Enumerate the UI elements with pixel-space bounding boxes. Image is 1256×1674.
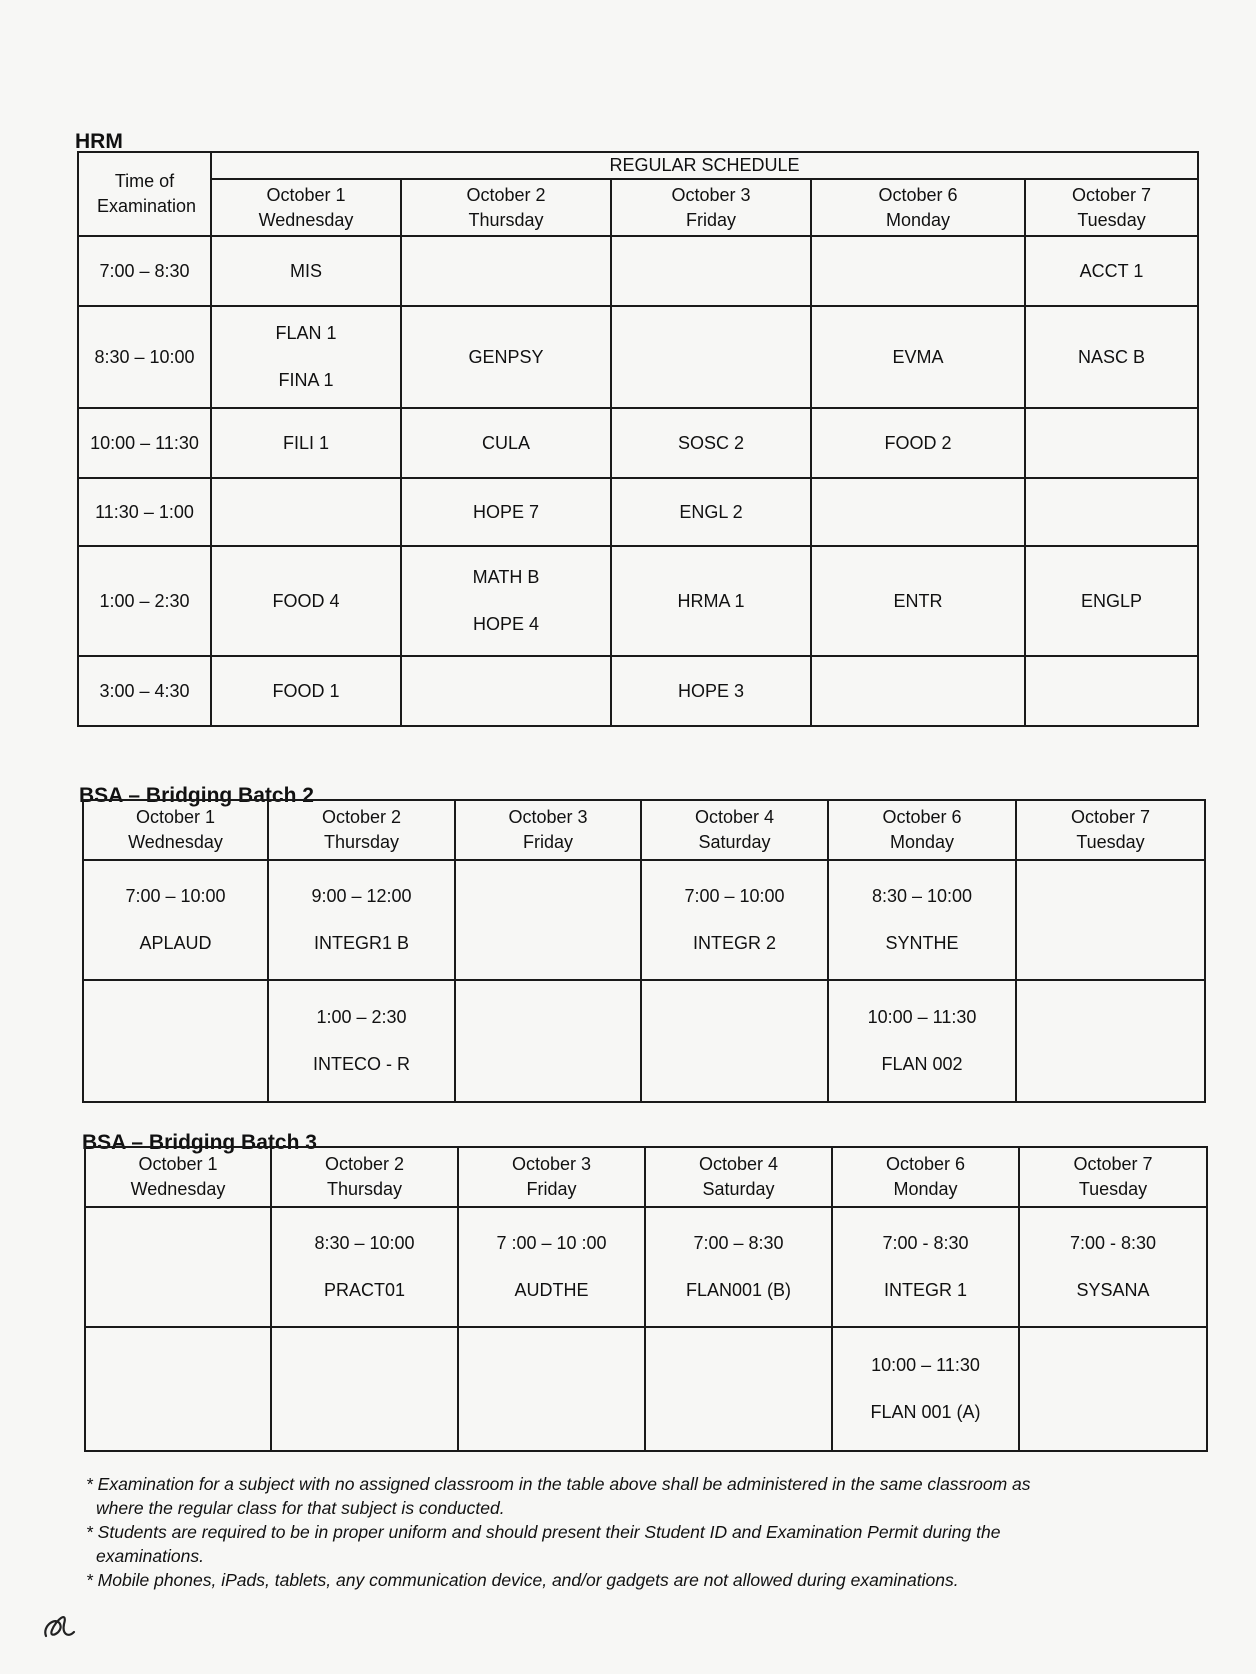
table-row	[78, 478, 1198, 546]
day-name: Friday	[526, 1179, 577, 1199]
table-row	[83, 860, 1205, 980]
table-row	[78, 408, 1198, 478]
cell-text: ACCT 1	[1079, 260, 1144, 281]
day-name: Saturday	[698, 832, 771, 852]
day-header	[211, 179, 401, 236]
schedule-cell	[211, 546, 401, 656]
exam-time-cell: 7:00 – 8:30	[78, 236, 211, 306]
table-row	[78, 546, 1198, 656]
schedule-cell	[811, 306, 1025, 408]
schedule-cell	[811, 408, 1025, 478]
schedule-cell	[458, 1207, 645, 1327]
day-header	[83, 800, 268, 860]
cell-text: ENTR	[893, 590, 943, 611]
cell-text: INTEGR 2	[692, 933, 776, 953]
schedule-cell	[811, 656, 1025, 726]
day-name: Tuesday	[1076, 832, 1145, 852]
schedule-cell	[811, 236, 1025, 306]
day-name: Thursday	[468, 209, 544, 230]
day-header	[641, 800, 828, 860]
exam-time-cell: 8:30 – 10:00	[78, 306, 211, 408]
day-date: October 7	[1073, 1154, 1153, 1174]
cell-text: FLAN 002	[881, 1054, 963, 1074]
schedule-cell	[611, 478, 811, 546]
day-header	[271, 1147, 458, 1207]
table-row	[78, 306, 1198, 408]
cell-text: HOPE 4	[472, 614, 540, 634]
day-name: Wednesday	[128, 832, 223, 852]
day-date: October 4	[698, 1154, 779, 1174]
schedule-cell	[811, 546, 1025, 656]
day-date: October 6	[878, 184, 958, 205]
day-header	[1019, 1147, 1207, 1207]
day-header	[1016, 800, 1205, 860]
cell-text: MIS	[289, 260, 322, 281]
schedule-cell	[1019, 1207, 1207, 1327]
regular-schedule-header: REGULAR SCHEDULE	[211, 152, 1198, 179]
cell-text: FILI 1	[282, 432, 330, 453]
note-item: * Mobile phones, iPads, tablets, any communication device, and/or gadgets are not allowed during examinations.	[86, 1570, 959, 1590]
cell-text: FOOD 1	[272, 680, 340, 701]
schedule-cell	[611, 656, 811, 726]
cell-text: 8:30 – 10:00	[314, 1233, 415, 1253]
schedule-cell	[455, 860, 641, 980]
day-date: October 3	[508, 807, 588, 827]
schedule-cell	[611, 236, 811, 306]
day-header	[645, 1147, 832, 1207]
cell-text: ENGLP	[1081, 590, 1143, 611]
day-date: October 3	[511, 1154, 592, 1174]
day-name: Thursday	[323, 832, 400, 852]
cell-text: SYSANA	[1076, 1280, 1150, 1300]
schedule-cell	[211, 306, 401, 408]
time-header	[78, 152, 211, 236]
table-row	[83, 980, 1205, 1102]
note-item: * Examination for a subject with no assigned classroom in the table above shall be administered in the same classroom as where the regular class for that subject is conducted.	[86, 1474, 1031, 1518]
day-header	[401, 179, 611, 236]
schedule-cell	[611, 408, 811, 478]
cell-text: GENPSY	[468, 346, 544, 367]
schedule-cell	[401, 408, 611, 478]
schedule-cell	[832, 1327, 1019, 1451]
note-item: * Students are required to be in proper uniform and should present their Student ID and Examination Permit during the examinations.	[86, 1522, 1001, 1566]
cell-text: HRMA 1	[677, 590, 745, 611]
schedule-cell	[401, 656, 611, 726]
cell-text: 8:30 – 10:00	[871, 886, 973, 906]
bsa-batch-3-table	[84, 1146, 1208, 1452]
cell-text: CULA	[481, 432, 530, 453]
schedule-cell	[83, 860, 268, 980]
bsa-batch-2-table	[82, 799, 1206, 1103]
cell-text: APLAUD	[139, 933, 212, 953]
cell-text: 1:00 – 2:30	[316, 1007, 407, 1027]
cell-text: INTEGR 1	[883, 1280, 967, 1300]
cell-text: SYNTHE	[885, 933, 959, 953]
cell-text: 9:00 – 12:00	[311, 886, 412, 906]
day-date: October 2	[466, 184, 546, 205]
table-row	[78, 656, 1198, 726]
cell-text: 7:00 – 10:00	[684, 886, 785, 906]
day-header	[811, 179, 1025, 236]
day-header	[85, 1147, 271, 1207]
cell-text: AUDTHE	[514, 1280, 589, 1300]
schedule-cell	[832, 1207, 1019, 1327]
exam-notes	[86, 1472, 1046, 1592]
schedule-cell	[401, 236, 611, 306]
schedule-cell	[1025, 478, 1198, 546]
cell-text: 7:00 - 8:30	[1069, 1233, 1157, 1253]
schedule-cell	[828, 980, 1016, 1102]
exam-time-cell: 3:00 – 4:30	[78, 656, 211, 726]
exam-time-cell: 1:00 – 2:30	[78, 546, 211, 656]
day-name: Tuesday	[1078, 1179, 1148, 1199]
cell-text: MATH B	[472, 567, 540, 587]
cell-text: ENGL 2	[679, 501, 743, 522]
cell-text: 7 :00 – 10 :00	[496, 1233, 607, 1253]
schedule-cell	[268, 980, 455, 1102]
hrm-schedule-table	[77, 151, 1199, 727]
day-header	[268, 800, 455, 860]
day-name: Thursday	[326, 1179, 403, 1199]
day-header	[458, 1147, 645, 1207]
day-date: October 4	[694, 807, 775, 827]
schedule-cell	[1019, 1327, 1207, 1451]
day-date: October 6	[885, 1154, 966, 1174]
day-name: Saturday	[702, 1179, 775, 1199]
cell-text: FINA 1	[278, 370, 334, 390]
schedule-cell	[1016, 860, 1205, 980]
day-date: October 1	[135, 807, 216, 827]
schedule-cell	[811, 478, 1025, 546]
day-name: Wednesday	[130, 1179, 226, 1199]
schedule-cell	[85, 1207, 271, 1327]
day-date: October 3	[671, 184, 751, 205]
cell-text: INTECO - R	[313, 1054, 410, 1074]
bsa-batch-3-title: BSA – Bridging Batch 3	[82, 1131, 317, 1154]
schedule-cell	[1016, 980, 1205, 1102]
schedule-cell	[641, 980, 828, 1102]
schedule-cell	[271, 1207, 458, 1327]
table-row	[78, 236, 1198, 306]
hrm-title: HRM	[75, 130, 123, 153]
day-header	[455, 800, 641, 860]
schedule-cell	[401, 478, 611, 546]
day-name: Monday	[889, 832, 955, 852]
schedule-cell	[85, 1327, 271, 1451]
schedule-cell	[455, 980, 641, 1102]
schedule-cell	[828, 860, 1016, 980]
cell-text: HOPE 3	[677, 680, 745, 701]
day-date: October 7	[1070, 807, 1151, 827]
exam-time-cell: 11:30 – 1:00	[78, 478, 211, 546]
day-header	[1025, 179, 1198, 236]
cell-text: 7:00 – 10:00	[125, 886, 226, 906]
schedule-cell	[401, 306, 611, 408]
day-date: October 2	[321, 807, 402, 827]
cell-text: FLAN001 (B)	[685, 1280, 792, 1300]
cell-text: HOPE 7	[472, 501, 540, 522]
day-date: October 1	[138, 1154, 218, 1174]
time-header-text: Time of Examination	[97, 171, 197, 216]
day-name: Friday	[522, 832, 573, 852]
schedule-cell	[211, 408, 401, 478]
day-header	[832, 1147, 1019, 1207]
schedule-cell	[458, 1327, 645, 1451]
cell-text: 10:00 – 11:30	[871, 1355, 980, 1375]
bsa-batch-2-title: BSA – Bridging Batch 2	[79, 784, 314, 807]
schedule-cell	[83, 980, 268, 1102]
schedule-cell	[1025, 236, 1198, 306]
cell-text: PRACT01	[323, 1280, 406, 1300]
cell-text: FLAN 001 (A)	[870, 1402, 981, 1422]
schedule-cell	[1025, 546, 1198, 656]
day-header	[828, 800, 1016, 860]
day-name: Friday	[685, 209, 736, 230]
schedule-cell	[211, 478, 401, 546]
table-row	[85, 1207, 1207, 1327]
schedule-cell	[611, 546, 811, 656]
schedule-cell	[1025, 408, 1198, 478]
day-name: Tuesday	[1077, 209, 1146, 230]
cell-text: NASC B	[1078, 346, 1146, 367]
day-date: October 1	[266, 184, 346, 205]
cell-text: FOOD 2	[884, 432, 952, 453]
day-name: Wednesday	[258, 209, 354, 230]
schedule-cell	[271, 1327, 458, 1451]
cell-text: FOOD 4	[272, 590, 340, 611]
day-date: October 6	[882, 807, 962, 827]
exam-time-cell: 10:00 – 11:30	[78, 408, 211, 478]
cell-text: 10:00 – 11:30	[867, 1007, 977, 1027]
schedule-cell	[401, 546, 611, 656]
cell-text: FLAN 1	[275, 323, 337, 343]
cell-text: 7:00 - 8:30	[882, 1233, 969, 1253]
schedule-cell	[268, 860, 455, 980]
schedule-cell	[1025, 656, 1198, 726]
day-name: Monday	[893, 1179, 958, 1199]
schedule-cell	[611, 306, 811, 408]
handwritten-initial-signature	[38, 1604, 78, 1644]
schedule-cell	[211, 656, 401, 726]
day-date: October 2	[324, 1154, 405, 1174]
schedule-cell	[645, 1207, 832, 1327]
day-date: October 7	[1072, 184, 1152, 205]
schedule-cell	[641, 860, 828, 980]
cell-text: SOSC 2	[677, 432, 745, 453]
table-row	[85, 1327, 1207, 1451]
schedule-cell	[645, 1327, 832, 1451]
cell-text: INTEGR1 B	[313, 933, 410, 953]
cell-text: 7:00 – 8:30	[693, 1233, 784, 1253]
day-header	[611, 179, 811, 236]
schedule-cell	[1025, 306, 1198, 408]
schedule-cell	[211, 236, 401, 306]
cell-text: EVMA	[892, 346, 944, 367]
day-name: Monday	[885, 209, 951, 230]
